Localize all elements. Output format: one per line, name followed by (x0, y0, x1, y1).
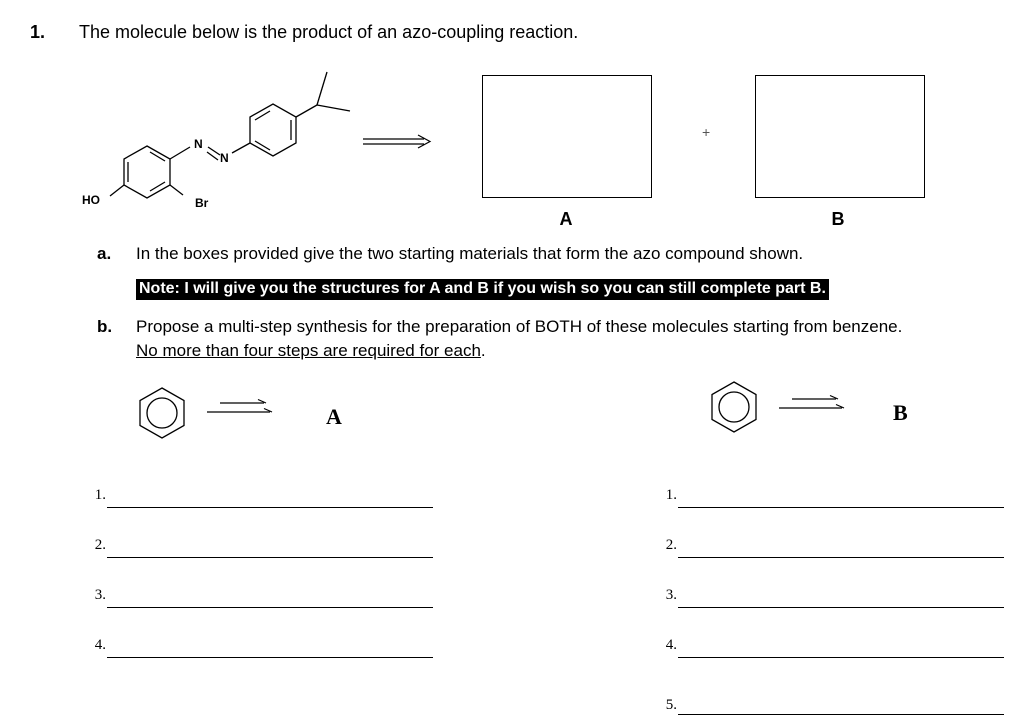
retrosynthesis-arrow-icon (362, 134, 434, 150)
step-a-number: 2. (94, 537, 106, 553)
part-b-text: Propose a multi-step synthesis for the preparation of BOTH of these molecules starting from benzene. (136, 317, 903, 336)
part-a-label: a. (97, 244, 112, 263)
plus-sign: + (702, 124, 711, 140)
answer-box-a[interactable] (482, 75, 652, 198)
part-a-text: In the boxes provided give the two starting materials that form the azo compound shown. (136, 244, 804, 263)
step-a-number: 3. (94, 587, 106, 603)
question-number: 1. (30, 22, 46, 42)
note-banner: Note: I will give you the structures for A and B if you wish so you can still complete part B. (136, 279, 829, 300)
step-a-4-field[interactable] (107, 657, 433, 658)
question-prompt: The molecule below is the product of an azo-coupling reaction. (79, 22, 579, 42)
part-b-label: b. (97, 317, 113, 336)
ho-label: HO (82, 193, 100, 207)
box-a-label: A (559, 209, 573, 229)
nitrogen-label-2: N (220, 151, 229, 165)
step-b-number: 3. (665, 587, 677, 603)
step-b-number: 4. (665, 637, 677, 653)
benzene-icon-b (708, 380, 760, 434)
step-b-number: 1. (665, 487, 677, 503)
step-b-number: 5. (665, 697, 677, 713)
step-b-number: 2. (665, 537, 677, 553)
part-b-requirement (136, 341, 486, 361)
target-b-label: B (893, 400, 908, 425)
step-b-4-field[interactable] (678, 657, 1004, 658)
nitrogen-label-1: N (194, 137, 203, 151)
step-a-number: 1. (94, 487, 106, 503)
step-a-2-field[interactable] (107, 557, 433, 558)
step-limit-suffix: . (480, 341, 486, 360)
step-limit-text: No more than four steps are required for each (136, 341, 481, 360)
step-b-2-field[interactable] (678, 557, 1004, 558)
multi-step-arrow-icon-a (206, 398, 276, 418)
multi-step-arrow-icon-b (778, 394, 848, 414)
azo-compound-structure-icon (70, 64, 370, 214)
box-b-label: B (831, 209, 845, 229)
step-a-3-field[interactable] (107, 607, 433, 608)
step-b-3-field[interactable] (678, 607, 1004, 608)
answer-box-b[interactable] (755, 75, 925, 198)
bromine-label: Br (195, 196, 209, 210)
benzene-icon-a (136, 386, 188, 440)
step-a-1-field[interactable] (107, 507, 433, 508)
step-b-5-field[interactable] (678, 714, 1004, 715)
target-a-label: A (326, 404, 342, 429)
step-a-number: 4. (94, 637, 106, 653)
step-b-1-field[interactable] (678, 507, 1004, 508)
